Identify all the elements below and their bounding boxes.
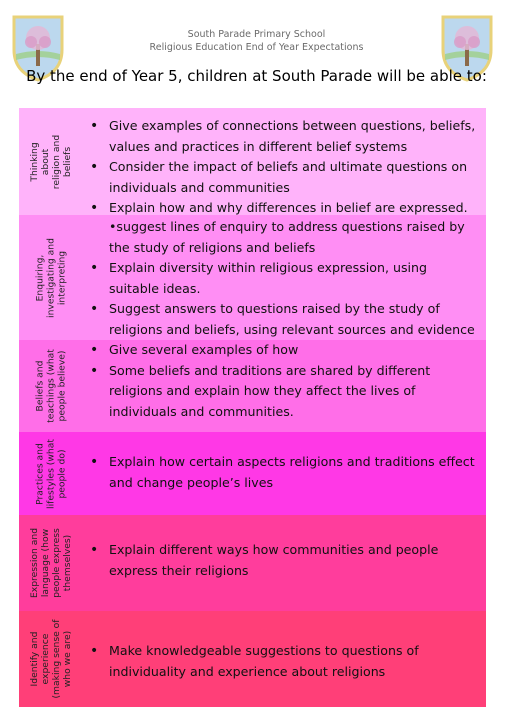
row-content bbox=[83, 108, 486, 215]
row-label-line: (making sense of bbox=[51, 619, 62, 699]
row-label-line: lifestyles (what bbox=[45, 438, 57, 509]
school-name: South Parade Primary School bbox=[187, 29, 326, 40]
row-label-line: people do) bbox=[56, 448, 68, 499]
row-label-line: people believe) bbox=[56, 350, 68, 422]
row-label-line: Expression and bbox=[29, 527, 40, 599]
table-row bbox=[19, 515, 486, 611]
row-label-line: interpreting bbox=[56, 250, 68, 305]
row-label bbox=[19, 108, 83, 215]
row-content bbox=[83, 432, 486, 515]
row-label-line: Enquiring, bbox=[34, 254, 46, 301]
list-item: • Consider the impact of beliefs and ultimate questions on individuals and communities bbox=[109, 157, 480, 198]
list-item: • Explain how certain aspects religions and traditions effect and change people’s lives bbox=[109, 452, 480, 493]
row-label-line: Identify and bbox=[29, 631, 40, 687]
row-label-line: people express bbox=[51, 528, 62, 598]
list-item: • Suggest answers to questions raised by the study of religions and beliefs, using relevant sources and evidence bbox=[109, 299, 480, 340]
list-item: • Give examples of connections between questions, beliefs, values and practices in different belief systems bbox=[109, 116, 480, 157]
table-row bbox=[19, 108, 486, 215]
row-label-line: investigating and bbox=[45, 237, 57, 318]
list-item: • Explain diversity within religious expression, using suitable ideas. bbox=[109, 258, 480, 299]
table-row bbox=[19, 611, 486, 707]
row-label-line: experience bbox=[40, 633, 51, 685]
row-label bbox=[19, 215, 83, 340]
school-header bbox=[0, 28, 513, 54]
list-item: • Explain how and why differences in belief are expressed. bbox=[109, 198, 480, 219]
row-label-line: teachings (what bbox=[45, 349, 57, 423]
row-label bbox=[19, 611, 83, 707]
table-row bbox=[19, 432, 486, 515]
row-label bbox=[19, 340, 83, 432]
row-label-line: about bbox=[40, 148, 51, 175]
table-row bbox=[19, 340, 486, 432]
row-label-line: religion and bbox=[51, 134, 62, 189]
row-label-line: themselves) bbox=[62, 534, 73, 592]
row-content bbox=[83, 340, 486, 432]
list-item: •suggest lines of enquiry to address questions raised by the study of religions and beliefs bbox=[109, 219, 465, 255]
row-label-line: Beliefs and bbox=[34, 360, 46, 412]
row-label-line: Practices and bbox=[34, 442, 46, 505]
row-content bbox=[83, 215, 486, 340]
row-label-line: who we are) bbox=[62, 630, 73, 688]
row-content bbox=[83, 515, 486, 611]
list-item: • Some beliefs and traditions are shared by different religions and explain how they affect the lives of individuals and communities. bbox=[109, 361, 480, 423]
row-content bbox=[83, 611, 486, 707]
table-row bbox=[19, 215, 486, 340]
row-label bbox=[19, 432, 83, 515]
row-label-line: Thinking bbox=[29, 141, 40, 182]
list-item: • Explain different ways how communities and people express their religions bbox=[109, 540, 480, 581]
row-label-line: beliefs bbox=[62, 146, 73, 177]
page-heading: By the end of Year 5, children at South Parade will be able to: bbox=[26, 67, 487, 85]
list-item: • Give several examples of how bbox=[109, 340, 480, 361]
row-label bbox=[19, 515, 83, 611]
row-label-line: language (how bbox=[40, 528, 51, 598]
list-item: • Make knowledgeable suggestions to questions of individuality and experience about religions bbox=[109, 641, 480, 682]
document-title: Religious Education End of Year Expectations bbox=[149, 42, 364, 53]
